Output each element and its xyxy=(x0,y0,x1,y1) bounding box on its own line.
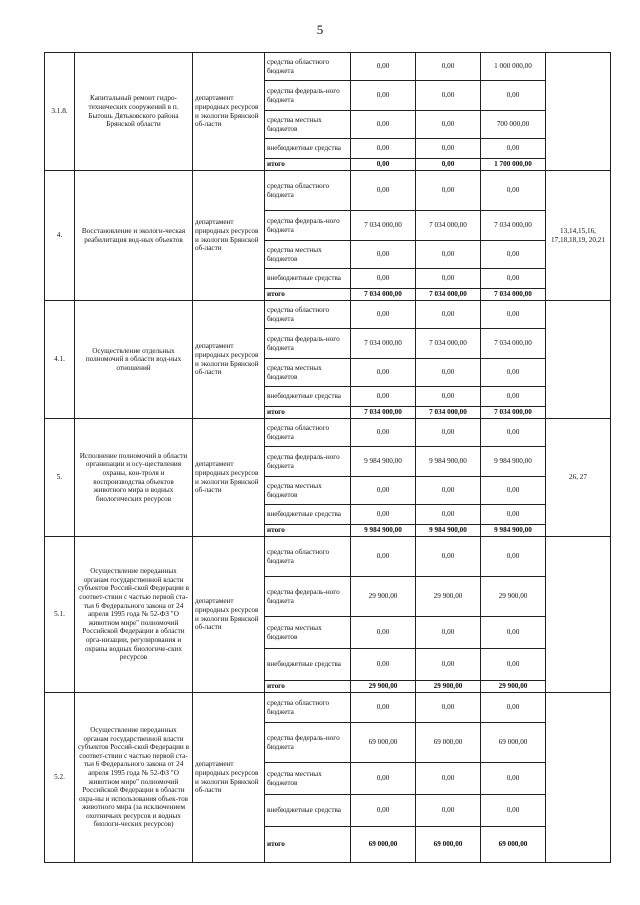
amount-year-2: 9 984 900,00 xyxy=(416,525,481,537)
amount-year-1: 0,00 xyxy=(351,53,416,81)
amount-year-3: 0,00 xyxy=(481,359,546,387)
funding-source: внебюджетные средства xyxy=(265,505,351,525)
amount-year-1: 0,00 xyxy=(351,693,416,723)
amount-year-3: 9 984 900,00 xyxy=(481,525,546,537)
amount-year-1: 9 984 900,00 xyxy=(351,447,416,477)
amount-year-1: 7 034 000,00 xyxy=(351,407,416,419)
table-row xyxy=(45,693,611,723)
funding-source: средства местных бюджетов xyxy=(265,359,351,387)
amount-year-3: 0,00 xyxy=(481,537,546,577)
amount-year-1: 0,00 xyxy=(351,537,416,577)
amount-year-3: 69 000,00 xyxy=(481,723,546,763)
funding-source: средства местных бюджетов xyxy=(265,111,351,139)
amount-year-1: 0,00 xyxy=(351,171,416,211)
funding-source: средства местных бюджетов xyxy=(265,763,351,795)
amount-year-2: 0,00 xyxy=(416,171,481,211)
funding-source: внебюджетные средства xyxy=(265,387,351,407)
amount-year-1: 0,00 xyxy=(351,81,416,111)
amount-year-1: 0,00 xyxy=(351,387,416,407)
measure-name: Осуществление отдельных полномочий в области вод-ных отношений xyxy=(75,301,193,419)
responsible-department: департамент природных ресурсов и экологии Брянской об-ласти xyxy=(193,171,265,301)
section-number: 5. xyxy=(45,419,75,537)
responsible-department: департамент природных ресурсов и экологии Брянской об-ласти xyxy=(193,419,265,537)
table-row xyxy=(45,419,611,447)
amount-year-3: 0,00 xyxy=(481,301,546,329)
funding-source: итого xyxy=(265,681,351,693)
amount-year-2: 0,00 xyxy=(416,795,481,827)
funding-source: внебюджетные средства xyxy=(265,795,351,827)
funding-source: средства областного бюджета xyxy=(265,171,351,211)
funding-source: средства федераль-ного бюджета xyxy=(265,447,351,477)
amount-year-3: 0,00 xyxy=(481,419,546,447)
amount-year-1: 0,00 xyxy=(351,269,416,289)
funding-source: средства местных бюджетов xyxy=(265,617,351,649)
responsible-department: департамент природных ресурсов и экологии Брянской об-ласти xyxy=(193,693,265,863)
amount-year-3: 29 900,00 xyxy=(481,681,546,693)
amount-year-2: 0,00 xyxy=(416,139,481,159)
amount-year-1: 7 034 000,00 xyxy=(351,289,416,301)
table-row xyxy=(45,53,611,81)
target-indicators xyxy=(546,537,611,693)
amount-year-2: 0,00 xyxy=(416,763,481,795)
amount-year-2: 7 034 000,00 xyxy=(416,289,481,301)
funding-source: средства областного бюджета xyxy=(265,419,351,447)
measure-name: Исполнение полномочий в области организации и осу-ществления охраны, кон-троля и воспроизводства объектов животного мира и водных биологических ресурсов xyxy=(75,419,193,537)
funding-source: внебюджетные средства xyxy=(265,139,351,159)
amount-year-3: 0,00 xyxy=(481,477,546,505)
amount-year-2: 69 000,00 xyxy=(416,723,481,763)
amount-year-3: 0,00 xyxy=(481,171,546,211)
funding-source: средства федераль-ного бюджета xyxy=(265,211,351,241)
amount-year-1: 69 000,00 xyxy=(351,827,416,863)
amount-year-2: 0,00 xyxy=(416,649,481,681)
amount-year-3: 0,00 xyxy=(481,241,546,269)
amount-year-1: 0,00 xyxy=(351,649,416,681)
section-number: 4.1. xyxy=(45,301,75,419)
amount-year-2: 0,00 xyxy=(416,477,481,505)
amount-year-3: 9 984 900,00 xyxy=(481,447,546,477)
funding-source: итого xyxy=(265,827,351,863)
amount-year-3: 0,00 xyxy=(481,139,546,159)
measure-name: Осуществление переданных органам государственной власти субъектов Россий-ской Федерации в соответ-ствии с частью первой ста-тьи 6 Федерального закона от 24 апреля 1995 года № 52-ФЗ "О животном мире" полномочий Российской Федерации в области охра-ны и использования объек-тов животного мира (за исключением охотничьих ресурсов и водных биологи-ческих ресурсов) xyxy=(75,693,193,863)
amount-year-1: 7 034 000,00 xyxy=(351,211,416,241)
amount-year-1: 0,00 xyxy=(351,763,416,795)
amount-year-3: 0,00 xyxy=(481,505,546,525)
section-number: 4. xyxy=(45,171,75,301)
amount-year-2: 7 034 000,00 xyxy=(416,211,481,241)
amount-year-3: 0,00 xyxy=(481,693,546,723)
amount-year-2: 0,00 xyxy=(416,419,481,447)
funding-source: средства федераль-ного бюджета xyxy=(265,723,351,763)
amount-year-2: 29 900,00 xyxy=(416,577,481,617)
amount-year-3: 7 034 000,00 xyxy=(481,407,546,419)
amount-year-2: 0,00 xyxy=(416,269,481,289)
amount-year-3: 0,00 xyxy=(481,81,546,111)
amount-year-1: 0,00 xyxy=(351,139,416,159)
section-number: 5.2. xyxy=(45,693,75,863)
amount-year-2: 0,00 xyxy=(416,359,481,387)
budget-table xyxy=(44,52,611,863)
responsible-department: департамент природных ресурсов и экологии Брянской об-ласти xyxy=(193,53,265,171)
amount-year-2: 0,00 xyxy=(416,159,481,171)
amount-year-2: 0,00 xyxy=(416,617,481,649)
table-row xyxy=(45,301,611,329)
amount-year-2: 0,00 xyxy=(416,53,481,81)
page-number: 5 xyxy=(316,22,324,37)
funding-source: средства областного бюджета xyxy=(265,537,351,577)
responsible-department: департамент природных ресурсов и экологии Брянской об-ласти xyxy=(193,301,265,419)
responsible-department: департамент природных ресурсов и экологии Брянской об-ласти xyxy=(193,537,265,693)
amount-year-1: 9 984 900,00 xyxy=(351,525,416,537)
amount-year-3: 0,00 xyxy=(481,617,546,649)
amount-year-1: 0,00 xyxy=(351,795,416,827)
funding-source: внебюджетные средства xyxy=(265,649,351,681)
amount-year-1: 0,00 xyxy=(351,301,416,329)
amount-year-1: 29 900,00 xyxy=(351,577,416,617)
amount-year-1: 0,00 xyxy=(351,477,416,505)
measure-name: Восстановление и экологи-ческая реабилитация вод-ных объектов xyxy=(75,171,193,301)
funding-source: средства федераль-ного бюджета xyxy=(265,81,351,111)
amount-year-2: 0,00 xyxy=(416,693,481,723)
amount-year-3: 0,00 xyxy=(481,649,546,681)
amount-year-3: 1 000 000,00 xyxy=(481,53,546,81)
amount-year-3: 1 700 000,00 xyxy=(481,159,546,171)
funding-source: внебюджетные средства xyxy=(265,269,351,289)
amount-year-2: 0,00 xyxy=(416,387,481,407)
amount-year-1: 7 034 000,00 xyxy=(351,329,416,359)
amount-year-3: 0,00 xyxy=(481,795,546,827)
amount-year-3: 7 034 000,00 xyxy=(481,329,546,359)
amount-year-2: 7 034 000,00 xyxy=(416,329,481,359)
target-indicators xyxy=(546,693,611,863)
amount-year-2: 0,00 xyxy=(416,505,481,525)
funding-source: итого xyxy=(265,407,351,419)
funding-source: средства федераль-ного бюджета xyxy=(265,329,351,359)
funding-source: средства областного бюджета xyxy=(265,53,351,81)
section-number: 3.1.8. xyxy=(45,53,75,171)
amount-year-2: 0,00 xyxy=(416,301,481,329)
funding-source: итого xyxy=(265,289,351,301)
amount-year-2: 9 984 900,00 xyxy=(416,447,481,477)
funding-source: средства местных бюджетов xyxy=(265,241,351,269)
amount-year-1: 0,00 xyxy=(351,359,416,387)
amount-year-1: 29 900,00 xyxy=(351,681,416,693)
amount-year-1: 0,00 xyxy=(351,419,416,447)
amount-year-1: 0,00 xyxy=(351,617,416,649)
amount-year-2: 69 000,00 xyxy=(416,827,481,863)
funding-source: итого xyxy=(265,159,351,171)
amount-year-3: 29 900,00 xyxy=(481,577,546,617)
measure-name: Осуществление переданных органам государственной власти субъектов Россий-ской Федерации в соответ-ствии с частью первой ста-тьи 6 Федерального закона от 24 апреля 1995 года № 52-ФЗ "О животном мире" полномочий Российской Федерации в области орга-низации, регулирования и охраны водных биологиче-ских ресурсов xyxy=(75,537,193,693)
amount-year-3: 0,00 xyxy=(481,387,546,407)
funding-source: средства областного бюджета xyxy=(265,693,351,723)
amount-year-2: 0,00 xyxy=(416,537,481,577)
amount-year-1: 69 000,00 xyxy=(351,723,416,763)
amount-year-2: 0,00 xyxy=(416,81,481,111)
funding-source: средства местных бюджетов xyxy=(265,477,351,505)
amount-year-2: 7 034 000,00 xyxy=(416,407,481,419)
target-indicators: 26, 27 xyxy=(546,419,611,537)
amount-year-2: 29 900,00 xyxy=(416,681,481,693)
amount-year-1: 0,00 xyxy=(351,111,416,139)
table-row xyxy=(45,171,611,211)
section-number: 5.1. xyxy=(45,537,75,693)
amount-year-1: 0,00 xyxy=(351,241,416,269)
funding-source: средства областного бюджета xyxy=(265,301,351,329)
amount-year-1: 0,00 xyxy=(351,159,416,171)
amount-year-3: 7 034 000,00 xyxy=(481,289,546,301)
amount-year-1: 0,00 xyxy=(351,505,416,525)
amount-year-3: 0,00 xyxy=(481,763,546,795)
funding-source: средства федераль-ного бюджета xyxy=(265,577,351,617)
amount-year-3: 700 000,00 xyxy=(481,111,546,139)
measure-name: Капитальный ремонт гидро-технических сооружений в п. Бытошь Дятьковского района Брянской области xyxy=(75,53,193,171)
funding-source: итого xyxy=(265,525,351,537)
target-indicators xyxy=(546,53,611,171)
target-indicators xyxy=(546,301,611,419)
target-indicators: 13,14,15,16, 17,18,18,19, 20,21 xyxy=(546,171,611,301)
amount-year-3: 69 000,00 xyxy=(481,827,546,863)
amount-year-3: 7 034 000,00 xyxy=(481,211,546,241)
table-row xyxy=(45,537,611,577)
amount-year-3: 0,00 xyxy=(481,269,546,289)
amount-year-2: 0,00 xyxy=(416,241,481,269)
amount-year-2: 0,00 xyxy=(416,111,481,139)
